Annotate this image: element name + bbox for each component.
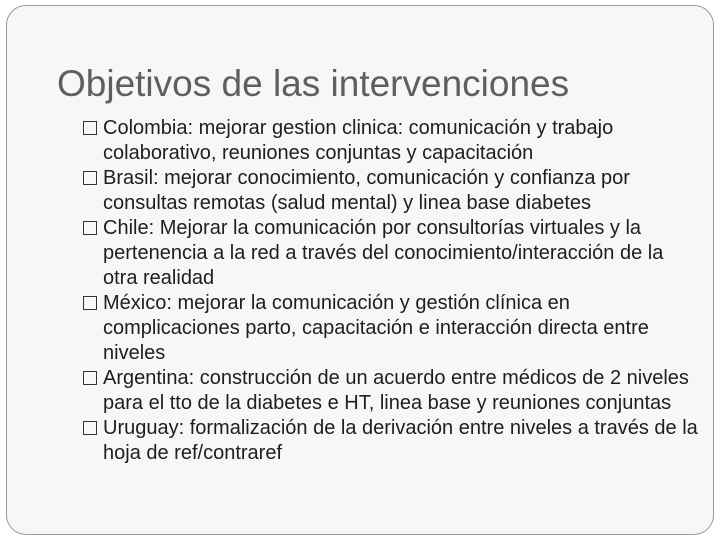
bullet-item-uruguay [83,416,703,466]
slide-title: Objetivos de las intervenciones [57,63,570,104]
hollow-square-bullet-icon [83,221,97,235]
hollow-square-bullet-icon [83,421,97,435]
bullet-text: Argentina: construcción de un acuerdo entre médicos de 2 niveles para el tto de la diabetes e HT, linea base y reuniones conjuntas [103,367,689,414]
bullet-text: Uruguay: formalización de la derivación entre niveles a través de la hoja de ref/contraref [103,417,698,464]
slide [6,5,714,535]
hollow-square-bullet-icon [83,371,97,385]
bullet-list [83,116,703,466]
bullet-text: Colombia: mejorar gestion clinica: comunicación y trabajo colaborativo, reuniones conjuntas y capacitación [103,117,614,164]
hollow-square-bullet-icon [83,121,97,135]
bullet-item-colombia [83,116,703,166]
bullet-text: Chile: Mejorar la comunicación por consultorías virtuales y la pertenencia a la red a través del conocimiento/interacción de la otra realidad [103,217,664,289]
bullet-item-brasil [83,166,703,216]
hollow-square-bullet-icon [83,171,97,185]
bullet-item-mexico [83,291,703,366]
bullet-item-chile [83,216,703,291]
hollow-square-bullet-icon [83,296,97,310]
bullet-text: Brasil: mejorar conocimiento, comunicación y confianza por consultas remotas (salud mental) y linea base diabetes [103,167,630,214]
bullet-text: México: mejorar la comunicación y gestión clínica en complicaciones parto, capacitación e interacción directa entre niveles [103,292,649,364]
bullet-item-argentina [83,366,703,416]
